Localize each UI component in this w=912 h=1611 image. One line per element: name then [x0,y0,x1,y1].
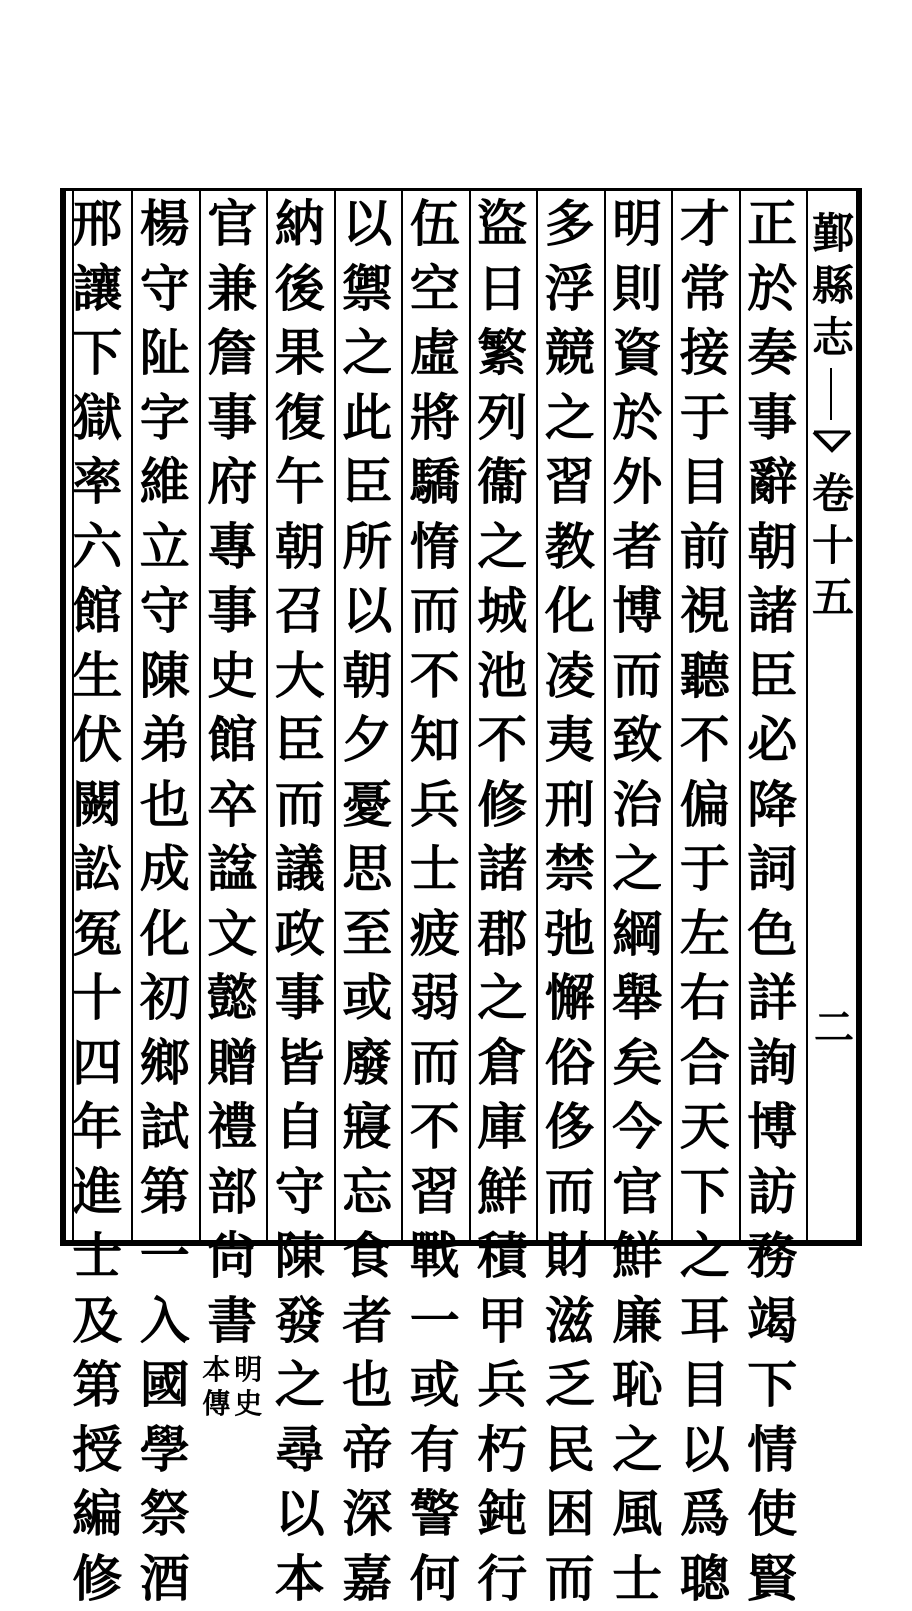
text-char: 警 [410,1482,460,1547]
text-char: 成 [140,837,190,902]
text-char: 懿 [207,966,257,1031]
text-char: 召 [275,579,325,644]
text-char: 禦 [342,257,392,322]
text-char: 後 [275,257,325,322]
text-char: 士 [410,837,460,902]
text-char: 朽 [477,1418,527,1483]
text-char: 右 [680,966,730,1031]
text-char: 而 [410,1031,460,1096]
text-char: 懈 [545,966,595,1031]
text-char: 政 [275,902,325,967]
text-char: 繁 [477,321,527,386]
text-char: 俗 [545,1031,595,1096]
text-char: 維 [140,450,190,515]
text-char: 而 [545,1160,595,1225]
text-column [199,192,267,1236]
text-char: 治 [612,773,662,838]
text-char: 士 [612,1547,662,1611]
text-char: 立 [140,515,190,580]
text-char: 事 [747,386,797,451]
text-char: 弟 [140,708,190,773]
text-char: 廢 [342,1031,392,1096]
text-char: 詳 [747,966,797,1031]
frame-right-border [856,188,862,1246]
text-char: 及 [72,1289,122,1354]
margin-title-char: 志 [812,312,854,364]
text-char: 目 [680,450,730,515]
text-char: 教 [545,515,595,580]
text-column [266,192,334,1236]
text-char: 廉 [612,1289,662,1354]
text-char: 矣 [612,1031,662,1096]
text-char: 積 [477,1224,527,1289]
text-char: 也 [140,773,190,838]
column-rule [64,188,66,1240]
text-char: 守 [275,1160,325,1225]
text-char: 國 [140,1353,190,1418]
text-char: 士 [72,1224,122,1289]
text-char: 以 [342,579,392,644]
fish-tail-icon [812,428,852,464]
text-char: 深 [342,1482,392,1547]
text-char: 辭 [747,450,797,515]
note-char: 本 [202,1353,230,1387]
margin-juan-char: 卷 [812,468,854,520]
text-char: 之 [275,1353,325,1418]
text-char: 臣 [747,644,797,709]
text-char: 乏 [545,1353,595,1418]
text-char: 專 [207,515,257,580]
text-char: 部 [207,1160,257,1225]
frame-top-border [60,188,862,191]
text-char: 思 [342,837,392,902]
text-char: 而 [612,644,662,709]
text-char: 知 [410,708,460,773]
text-char: 授 [72,1418,122,1483]
text-char: 于 [680,837,730,902]
text-char: 資 [612,321,662,386]
text-char: 以 [680,1418,730,1483]
text-char: 於 [747,257,797,322]
text-char: 凌 [545,644,595,709]
text-char: 何 [410,1547,460,1611]
text-char: 官 [612,1160,662,1225]
text-char: 之 [545,386,595,451]
text-char: 者 [342,1289,392,1354]
text-char: 六 [72,515,122,580]
text-char: 守 [140,257,190,322]
text-char: 文 [207,902,257,967]
text-char: 嘉 [342,1547,392,1611]
column-rule [131,188,133,1240]
text-char: 浮 [545,257,595,322]
text-char: 刑 [545,773,595,838]
text-char: 降 [747,773,797,838]
text-column [131,192,199,1236]
margin-rule [806,188,808,1246]
text-char: 下 [747,1353,797,1418]
text-char: 之 [477,515,527,580]
text-char: 風 [612,1482,662,1547]
text-char: 官 [207,192,257,257]
text-char: 致 [612,708,662,773]
text-char: 競 [545,321,595,386]
text-char: 奏 [747,321,797,386]
text-char: 闕 [72,773,122,838]
text-char: 諸 [747,579,797,644]
text-char: 憂 [342,773,392,838]
text-char: 倉 [477,1031,527,1096]
text-column [536,192,604,1236]
text-char: 不 [680,708,730,773]
text-char: 於 [612,386,662,451]
text-char: 不 [477,708,527,773]
text-char: 列 [477,386,527,451]
text-char: 臣 [342,450,392,515]
text-char: 果 [275,321,325,386]
text-char: 耳 [680,1289,730,1354]
text-char: 修 [72,1547,122,1611]
text-char: 大 [275,644,325,709]
text-char: 訪 [747,1160,797,1225]
text-char: 伍 [410,192,460,257]
text-char: 初 [140,966,190,1031]
text-char: 朝 [747,515,797,580]
text-char: 贈 [207,1031,257,1096]
text-char: 衞 [477,450,527,515]
text-char: 酒 [140,1547,190,1611]
column-rule [199,188,201,1240]
text-column [604,192,672,1236]
text-char: 郡 [477,902,527,967]
text-char: 字 [140,386,190,451]
text-char: 館 [207,708,257,773]
text-char: 事 [207,386,257,451]
column-rule [536,188,538,1240]
text-char: 盜 [477,192,527,257]
text-char: 學 [140,1418,190,1483]
text-char: 諡 [207,837,257,902]
text-char: 務 [747,1224,797,1289]
column-rule [604,188,606,1240]
text-char: 常 [680,257,730,322]
text-char: 所 [342,515,392,580]
text-char: 前 [680,515,730,580]
text-char: 鮮 [477,1160,527,1225]
text-char: 恥 [612,1353,662,1418]
column-rule [739,188,741,1240]
text-char: 禁 [545,837,595,902]
text-char: 偏 [680,773,730,838]
margin-title-char: 縣 [812,260,854,312]
text-char: 不 [410,644,460,709]
text-char: 行 [477,1547,527,1611]
text-char: 爲 [680,1482,730,1547]
text-char: 詢 [747,1031,797,1096]
text-char: 之 [477,966,527,1031]
margin-juan-char: 十 [812,520,854,572]
text-column [334,192,402,1236]
column-rule [401,188,403,1240]
text-char: 必 [747,708,797,773]
note-char: 明 [234,1353,262,1387]
source-note-column [202,1353,230,1421]
text-char: 將 [410,386,460,451]
text-char: 才 [680,192,730,257]
text-char: 目 [680,1353,730,1418]
text-char: 兼 [207,257,257,322]
text-column [401,192,469,1236]
text-char: 甲 [477,1289,527,1354]
text-char: 聽 [680,644,730,709]
text-char: 聰 [680,1547,730,1611]
text-char: 兵 [410,773,460,838]
text-char: 寢 [342,1095,392,1160]
text-char: 試 [140,1095,190,1160]
text-char: 習 [545,450,595,515]
text-char: 第 [72,1353,122,1418]
note-char: 史 [234,1387,262,1421]
text-char: 情 [747,1418,797,1483]
text-char: 不 [410,1095,460,1160]
text-char: 于 [680,386,730,451]
text-char: 入 [140,1289,190,1354]
margin-title-char: 鄞 [812,208,854,260]
text-char: 驕 [410,450,460,515]
text-char: 滋 [545,1289,595,1354]
source-note [202,1353,262,1421]
text-char: 編 [72,1482,122,1547]
text-char: 朝 [275,515,325,580]
text-char: 弛 [545,902,595,967]
text-char: 庫 [477,1095,527,1160]
source-note-column [234,1353,262,1421]
text-char: 博 [747,1095,797,1160]
text-char: 財 [545,1224,595,1289]
text-char: 竭 [747,1289,797,1354]
text-char: 弱 [410,966,460,1031]
text-char: 鈍 [477,1482,527,1547]
text-char: 十 [72,966,122,1031]
text-char: 第 [140,1160,190,1225]
text-char: 夷 [545,708,595,773]
text-char: 修 [477,773,527,838]
text-char: 左 [680,902,730,967]
text-char: 城 [477,579,527,644]
text-column [671,192,739,1236]
text-char: 四 [72,1031,122,1096]
text-char: 讓 [72,257,122,322]
text-char: 色 [747,902,797,967]
text-char: 虛 [410,321,460,386]
margin-juan-char: 五 [812,572,854,624]
text-char: 諸 [477,837,527,902]
text-char: 冤 [72,902,122,967]
text-char: 帝 [342,1418,392,1483]
text-char: 進 [72,1160,122,1225]
text-char: 書 [207,1289,257,1354]
column-rule [334,188,336,1240]
text-char: 而 [410,579,460,644]
note-char: 傳 [202,1387,230,1421]
text-char: 本 [275,1547,325,1611]
text-char: 或 [342,966,392,1031]
text-char: 朝 [342,644,392,709]
text-char: 尙 [207,1224,257,1289]
text-char: 下 [72,321,122,386]
margin-page-number: 二 [812,996,856,1053]
text-char: 有 [410,1418,460,1483]
text-char: 史 [207,644,257,709]
text-char: 空 [410,257,460,322]
text-char: 接 [680,321,730,386]
text-char: 視 [680,579,730,644]
text-char: 自 [275,1095,325,1160]
text-char: 禮 [207,1095,257,1160]
text-char: 祭 [140,1482,190,1547]
text-char: 守 [140,579,190,644]
text-char: 化 [140,902,190,967]
text-char: 之 [612,837,662,902]
column-rule [671,188,673,1240]
text-char: 而 [545,1547,595,1611]
text-char: 事 [207,579,257,644]
text-char: 博 [612,579,662,644]
text-char: 邢 [72,192,122,257]
text-char: 阯 [140,321,190,386]
text-char: 天 [680,1095,730,1160]
text-char: 惰 [410,515,460,580]
text-char: 綱 [612,902,662,967]
text-char: 伏 [72,708,122,773]
text-char: 池 [477,644,527,709]
text-char: 陳 [275,1224,325,1289]
text-char: 議 [275,837,325,902]
text-char: 詹 [207,321,257,386]
text-char: 習 [410,1160,460,1225]
text-char: 鄉 [140,1031,190,1096]
text-char: 則 [612,257,662,322]
text-column [469,192,537,1236]
text-char: 一 [410,1289,460,1354]
text-char: 事 [275,966,325,1031]
text-char: 下 [680,1160,730,1225]
text-char: 一 [140,1224,190,1289]
text-char: 陳 [140,644,190,709]
text-char: 者 [612,515,662,580]
text-char: 兵 [477,1353,527,1418]
text-char: 明 [612,192,662,257]
text-char: 之 [680,1224,730,1289]
text-char: 也 [342,1353,392,1418]
text-char: 詞 [747,837,797,902]
text-column [739,192,807,1236]
text-char: 之 [342,321,392,386]
text-char: 多 [545,192,595,257]
text-char: 納 [275,192,325,257]
text-char: 至 [342,902,392,967]
text-char: 食 [342,1224,392,1289]
text-char: 發 [275,1289,325,1354]
text-char: 卒 [207,773,257,838]
text-char: 侈 [545,1095,595,1160]
text-char: 此 [342,386,392,451]
text-char: 皆 [275,1031,325,1096]
text-char: 臣 [275,708,325,773]
text-char: 以 [275,1482,325,1547]
text-char: 之 [612,1418,662,1483]
text-char: 夕 [342,708,392,773]
text-char: 忘 [342,1160,392,1225]
text-char: 民 [545,1418,595,1483]
text-char: 戰 [410,1224,460,1289]
column-rule [469,188,471,1240]
text-char: 府 [207,450,257,515]
page-frame [60,188,862,1246]
text-char: 率 [72,450,122,515]
text-char: 疲 [410,902,460,967]
text-char: 獄 [72,386,122,451]
text-char: 日 [477,257,527,322]
text-char: 困 [545,1482,595,1547]
text-char: 生 [72,644,122,709]
margin-juan [810,468,856,624]
margin-divider [830,368,832,420]
text-char: 館 [72,579,122,644]
text-char: 正 [747,192,797,257]
text-char: 尋 [275,1418,325,1483]
text-char: 舉 [612,966,662,1031]
text-column [64,192,132,1236]
text-char: 楊 [140,192,190,257]
text-char: 外 [612,450,662,515]
text-char: 賢 [747,1547,797,1611]
margin-title [810,208,856,364]
text-char: 或 [410,1353,460,1418]
text-char: 訟 [72,837,122,902]
text-char: 以 [342,192,392,257]
text-char: 合 [680,1031,730,1096]
text-char: 復 [275,386,325,451]
text-char: 而 [275,773,325,838]
text-char: 化 [545,579,595,644]
text-char: 年 [72,1095,122,1160]
column-rule [266,188,268,1240]
text-char: 今 [612,1095,662,1160]
text-char: 鮮 [612,1224,662,1289]
text-char: 午 [275,450,325,515]
text-char: 使 [747,1482,797,1547]
